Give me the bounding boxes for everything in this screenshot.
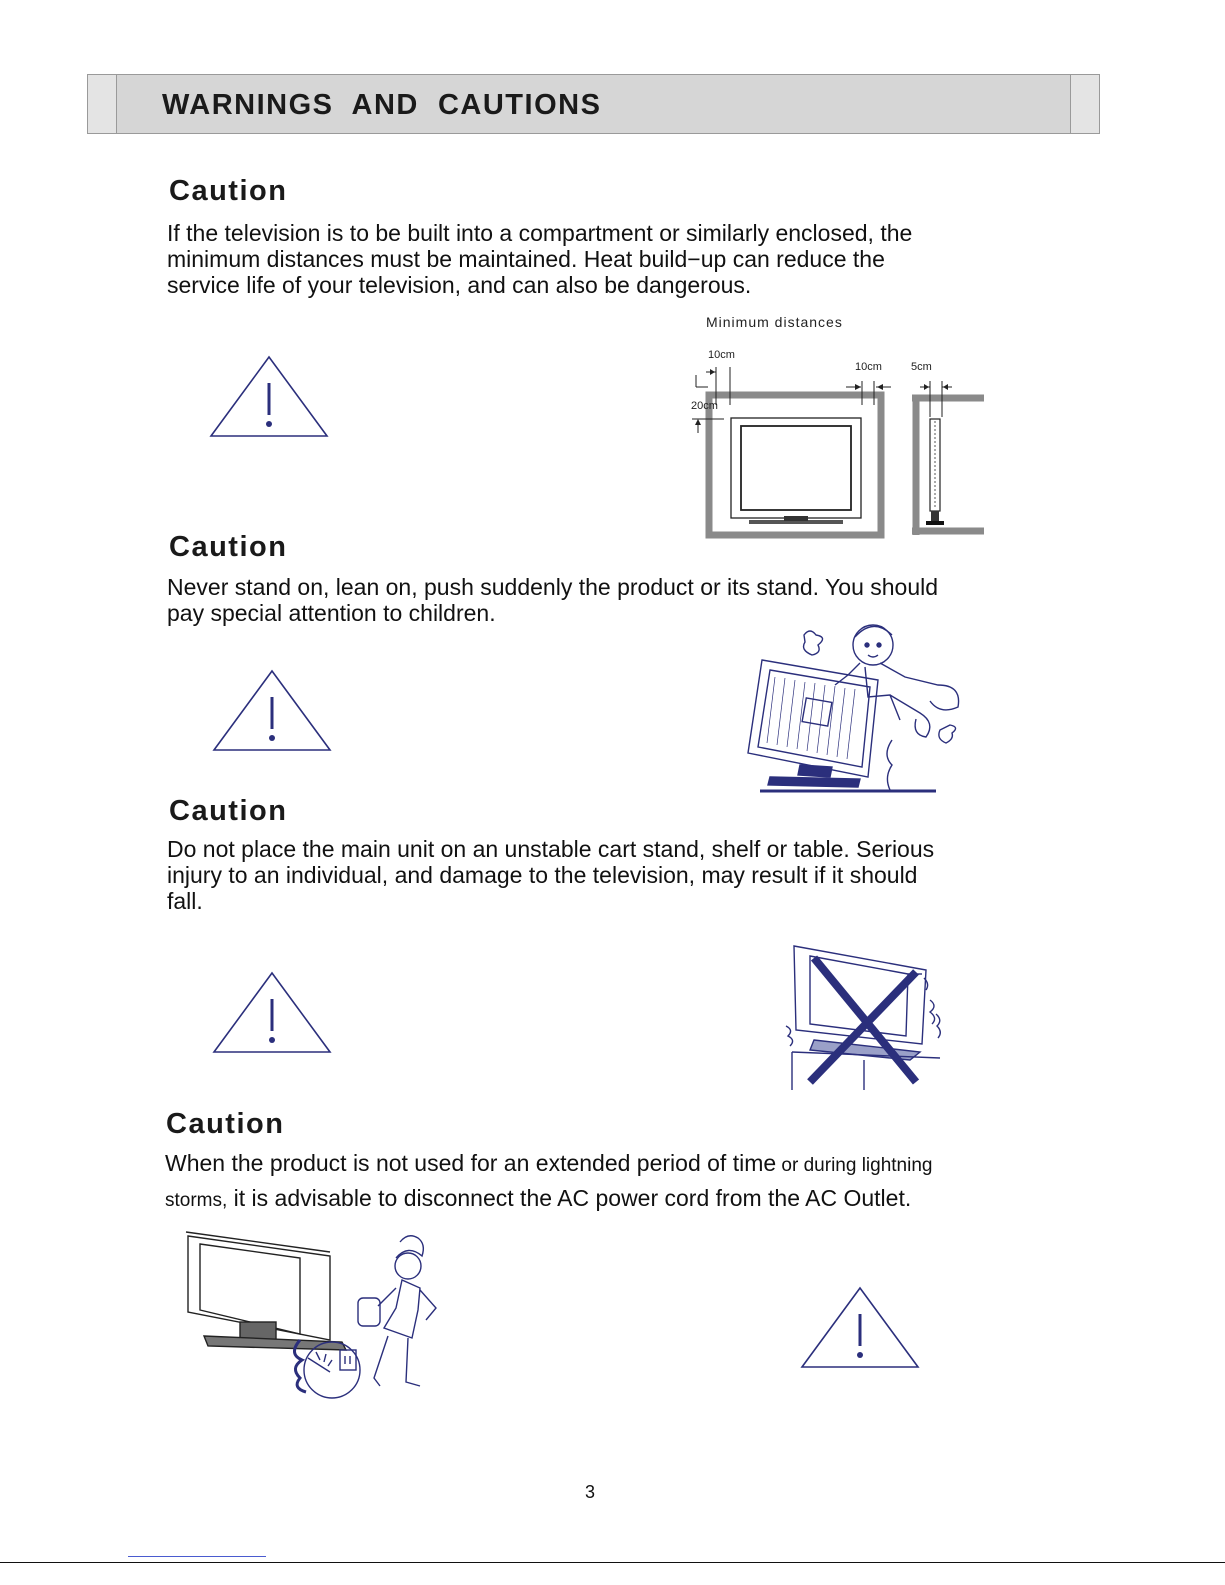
caution-heading-1: Caution <box>169 175 288 207</box>
caution-4-line-1-main: When the product is not used for an extended period of time <box>165 1150 777 1176</box>
caution-2-line-2: pay special attention to children. <box>167 600 496 626</box>
caution-text-1 <box>167 220 912 298</box>
unstable-stand-illustration <box>780 940 945 1095</box>
caution-1-line-2: minimum distances must be maintained. Heat build−up can reduce the <box>167 246 885 272</box>
footer-link-underline <box>128 1556 266 1557</box>
caution-heading-3: Caution <box>169 795 288 827</box>
tv-clearance-diagram <box>684 345 986 540</box>
caution-4-line-2-main: it is advisable to disconnect the AC power cord from the AC Outlet. <box>227 1185 912 1211</box>
banner-right-cap <box>1070 75 1099 133</box>
caution-3-line-3: fall. <box>167 888 203 914</box>
caution-4-line-2-small: storms, <box>165 1190 228 1211</box>
dim-top-label: 10cm <box>708 349 735 361</box>
warning-triangle-icon <box>799 1286 921 1370</box>
caution-4-line-1-small: or during lightning <box>776 1155 933 1176</box>
section-banner <box>87 74 1100 134</box>
child-climbing-tv-illustration <box>740 615 970 797</box>
page-title: WARNINGS AND CAUTIONS <box>162 89 602 121</box>
figure-title-minimum-distances: Minimum distances <box>706 314 843 330</box>
warning-triangle-icon <box>211 971 333 1055</box>
unplug-power-cord-illustration <box>180 1228 442 1406</box>
caution-4-line-2 <box>165 1185 911 1212</box>
page-number: 3 <box>585 1482 596 1502</box>
dim-rear-label: 5cm <box>911 361 932 373</box>
caution-4-line-1 <box>165 1150 932 1177</box>
caution-1-line-1: If the television is to be built into a compartment or similarly enclosed, the <box>167 220 913 246</box>
caution-2-line-1: Never stand on, lean on, push suddenly the product or its stand. You should <box>167 574 939 600</box>
caution-heading-4: Caution <box>166 1108 285 1140</box>
caution-heading-2: Caution <box>169 531 288 563</box>
footer-divider <box>0 1562 1225 1563</box>
banner-left-cap <box>88 75 117 133</box>
warning-triangle-icon <box>208 355 330 439</box>
caution-3-line-1: Do not place the main unit on an unstable cart stand, shelf or table. Serious <box>167 836 935 862</box>
warning-triangle-icon <box>211 669 333 753</box>
dim-side-label: 10cm <box>855 361 882 373</box>
dim-bottom-label: 20cm <box>691 400 718 412</box>
caution-text-3 <box>167 836 934 914</box>
caution-1-line-3: service life of your television, and can also be dangerous. <box>167 272 752 298</box>
caution-3-line-2: injury to an individual, and damage to the television, may result if it should <box>167 862 918 888</box>
